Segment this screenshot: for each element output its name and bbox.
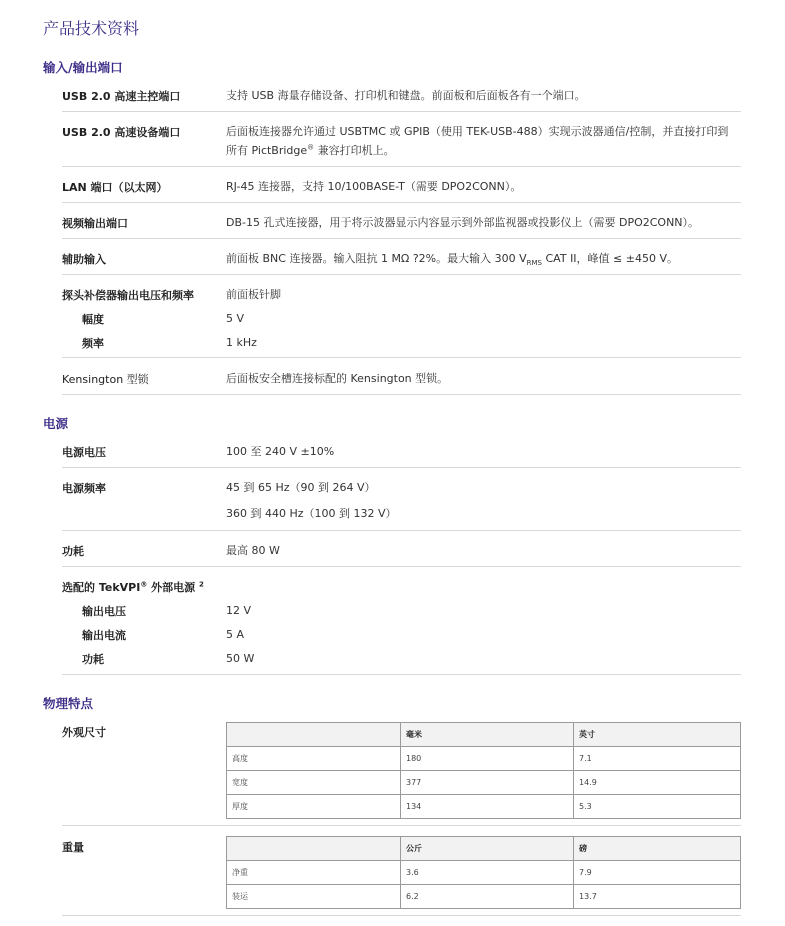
usb-host-value: 支持 USB 海量存储设备、打印机和键盘。前面板和后面板各有一个端口。 <box>226 89 586 102</box>
table-cell: 5.3 <box>574 795 741 819</box>
video-value: DB-15 孔式连接器，用于将示波器显示内容显示到外部监视器或投影仪上（需要 DPO2CONN）。 <box>226 216 700 229</box>
kensington-label: Kensington 型锁 <box>62 373 149 386</box>
table-cell: 装运 <box>227 885 401 909</box>
tekvpi-current-value: 5 A <box>226 628 245 641</box>
divider <box>62 274 741 275</box>
probe-comp-label: 探头补偿器输出电压和频率 <box>62 289 194 302</box>
lan-value: RJ-45 连接器，支持 10/100BASE-T（需要 DPO2CONN）。 <box>226 180 522 193</box>
divider <box>62 166 741 167</box>
table-cell: 134 <box>401 795 574 819</box>
tekvpi-power-value: 50 W <box>226 652 255 665</box>
tekvpi-label: 选配的 TekVPI® 外部电源 $^2$ <box>62 580 204 594</box>
aux-label: 辅助输入 <box>62 253 106 266</box>
aux-value: 前面板 BNC 连接器。输入阻抗 1 MΩ ?2%。最大输入 300 $V_{RMS}$ CAT II，峰值 ≤ ±450 V。 <box>226 252 678 268</box>
power-frequency-value-2: 360 到 440 Hz（100 到 132 V） <box>226 507 397 520</box>
table-header-cell <box>227 723 401 747</box>
dimensions-table <box>226 722 741 819</box>
frequency-value: 1 kHz <box>226 336 257 349</box>
amplitude-label: 幅度 <box>82 313 104 326</box>
table-cell: 7.1 <box>574 747 741 771</box>
tekvpi-current-label: 输出电流 <box>82 629 126 642</box>
divider <box>62 467 741 468</box>
tekvpi-voltage-label: 输出电压 <box>82 605 126 618</box>
table-row <box>227 771 741 795</box>
section-heading-io: 输入/输出端口 <box>43 60 123 75</box>
divider <box>62 530 741 531</box>
divider <box>62 111 741 112</box>
divider <box>62 394 741 395</box>
table-header-cell: 磅 <box>574 837 741 861</box>
page-title: 产品技术资料 <box>43 19 140 38</box>
power-voltage-value: 100 至 240 V ±10% <box>226 445 335 458</box>
kensington-value: 后面板安全槽连接标配的 Kensington 型锁。 <box>226 372 449 385</box>
divider <box>62 825 741 826</box>
probe-comp-value: 前面板针脚 <box>226 288 281 301</box>
divider <box>62 202 741 203</box>
tekvpi-power-label: 功耗 <box>82 653 104 666</box>
table-cell: 7.9 <box>574 861 741 885</box>
table-cell: 6.2 <box>401 885 574 909</box>
power-frequency-label: 电源频率 <box>62 482 106 495</box>
table-cell: 377 <box>401 771 574 795</box>
table-header-cell <box>227 837 401 861</box>
divider <box>62 238 741 239</box>
table-cell: 高度 <box>227 747 401 771</box>
weight-label: 重量 <box>62 841 84 854</box>
lan-label: LAN 端口（以太网） <box>62 181 168 194</box>
usb-device-value: 后面板连接器允许通过 USBTMC 或 GPIB（使用 TEK-USB-488）实现示波器通信/控制，并直接打印到 所有 PictBridge® 兼容打印机上。 <box>226 125 729 157</box>
table-cell: 180 <box>401 747 574 771</box>
table-header-cell: 英寸 <box>574 723 741 747</box>
table-cell: 14.9 <box>574 771 741 795</box>
tekvpi-voltage-value: 12 V <box>226 604 252 617</box>
table-row <box>227 885 741 909</box>
power-voltage-label: 电源电压 <box>62 446 106 459</box>
power-frequency-value-1: 45 到 65 Hz（90 到 264 V） <box>226 481 376 494</box>
section-heading-power: 电源 <box>43 416 69 431</box>
divider <box>62 674 741 675</box>
table-row <box>227 861 741 885</box>
weight-table <box>226 836 741 909</box>
table-header-cell: 毫米 <box>401 723 574 747</box>
table-cell: 宽度 <box>227 771 401 795</box>
table-header-cell: 公斤 <box>401 837 574 861</box>
table-row <box>227 747 741 771</box>
table-cell: 厚度 <box>227 795 401 819</box>
table-cell: 净重 <box>227 861 401 885</box>
usb-device-label: USB 2.0 高速设备端口 <box>62 126 181 139</box>
frequency-label: 频率 <box>82 337 104 350</box>
table-header-row <box>227 837 741 861</box>
table-cell: 13.7 <box>574 885 741 909</box>
dimensions-label: 外观尺寸 <box>62 726 106 739</box>
table-cell: 3.6 <box>401 861 574 885</box>
divider <box>62 566 741 567</box>
power-consumption-label: 功耗 <box>62 545 84 558</box>
section-heading-physical: 物理特点 <box>43 696 94 711</box>
video-label: 视频输出端口 <box>62 217 128 230</box>
table-row <box>227 795 741 819</box>
amplitude-value: 5 V <box>226 312 245 325</box>
usb-host-label: USB 2.0 高速主控端口 <box>62 90 181 103</box>
power-consumption-value: 最高 80 W <box>226 544 280 557</box>
table-header-row <box>227 723 741 747</box>
divider <box>62 357 741 358</box>
divider <box>62 915 741 916</box>
